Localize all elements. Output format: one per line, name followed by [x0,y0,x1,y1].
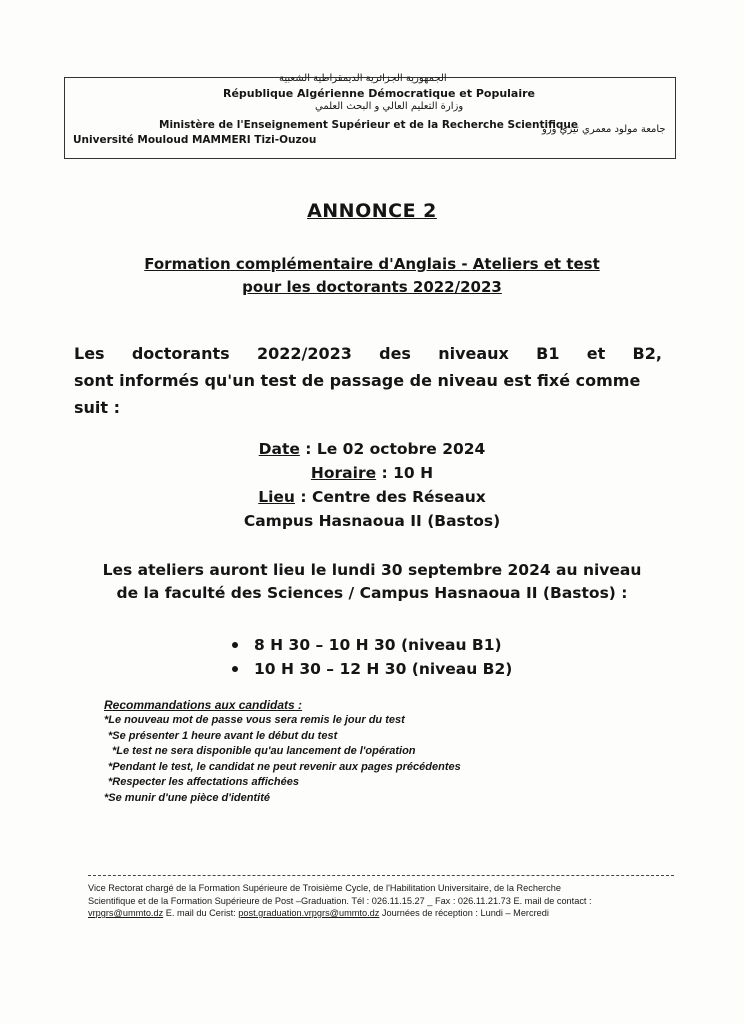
list-item: *Se munir d'une pièce d'identité [104,791,270,804]
footer-line1: Vice Rectorat chargé de la Formation Supérieure de Troisième Cycle, de l'Habilitation Universitaire, de la Recherche [88,883,561,893]
announcement-subtitle-line2: pour les doctorants 2022/2023 [242,278,502,296]
contact-email-link[interactable]: vrpgrs@ummto.dz [88,908,164,918]
reception-days: Journées de réception : Lundi – Mercredi [379,908,549,918]
test-date [0,442,744,458]
intro-word: doctorants [131,344,230,363]
intro-word: B2, [632,344,662,363]
arabic-university-name: جامعة مولود معمري تيزي وزو [542,124,666,135]
intro-word: niveaux [438,344,509,363]
session-text: 10 H 30 – 12 H 30 (niveau B2) [254,660,513,678]
bullet-icon [232,666,238,672]
cerist-label: E. mail du Cerist: [163,908,239,918]
intro-word: B1 [536,344,560,363]
announcement-subtitle-line1: Formation complémentaire d'Anglais - Ateliers et test [144,255,600,273]
republic-name: République Algérienne Démocratique et Populaire [223,87,535,100]
session-text: 8 H 30 – 10 H 30 (niveau B1) [254,636,502,654]
list-item: *Respecter les affectations affichées [108,776,299,788]
list-item: *Le nouveau mot de passe vous sera remis le jour du test [104,714,405,726]
intro-line1 [74,340,662,367]
intro-paragraph [74,340,662,421]
bullet-icon [232,642,238,648]
intro-word: et [586,344,606,363]
cerist-email-link[interactable]: post.graduation.vrpgrs@ummto.dz [238,908,380,918]
intro-line2: sont informés qu'un test de passage de niveau est fixé comme [74,371,641,390]
test-campus: Campus Hasnaoua II (Bastos) [243,512,501,530]
lieu-value: : Centre des Réseaux [294,488,486,506]
test-time [0,466,744,482]
recommendations-title: Recommandations aux candidats : [104,698,303,712]
letterhead-box [64,73,676,159]
footer-divider [88,875,674,876]
intro-word: 2022/2023 [256,344,352,363]
intro-line3: suit : [74,398,121,417]
horaire-value: : 10 H [376,464,434,482]
ministry-name: Ministère de l'Enseignement Supérieur et de la Recherche Scientifique [159,119,579,131]
session-list [232,633,512,681]
list-item [232,633,512,657]
lieu-label: Lieu [258,488,295,506]
list-item: *Le test ne sera disponible qu'au lancement de l'opération [112,745,416,757]
university-name: Université Mouloud MAMMERI Tizi-Ouzou [73,134,317,146]
footer-line3 [88,907,678,920]
footer-line2: Scientifique et de la Formation Supérieure de Post –Graduation. Tél : 026.11.15.27 _ Fax : 026.11.21.73 E. mail de contact : [88,895,592,906]
arabic-republic-name: الجمهورية الجزائرية الديمقراطية الشعبية [279,73,447,84]
list-item: *Pendant le test, le candidat ne peut revenir aux pages précédentes [108,760,461,773]
ateliers-line2: de la faculté des Sciences / Campus Hasnaoua II (Bastos) : [116,584,628,602]
recommendations-block [104,697,461,806]
intro-word: des [379,344,411,363]
list-item [232,657,512,681]
ateliers-line1: Les ateliers auront lieu le lundi 30 septembre 2024 au niveau [102,561,642,579]
arabic-ministry-name: وزارة التعليم العالي و البحث العلمي [315,101,464,112]
footer [88,882,678,920]
announcement-title: ANNONCE 2 [307,200,437,222]
horaire-label: Horaire [310,464,377,482]
date-label: Date [258,440,300,458]
date-value: : Le 02 octobre 2024 [299,440,486,458]
list-item: *Se présenter 1 heure avant le début du test [108,729,338,742]
intro-word: Les [74,344,105,363]
test-location [0,490,744,506]
